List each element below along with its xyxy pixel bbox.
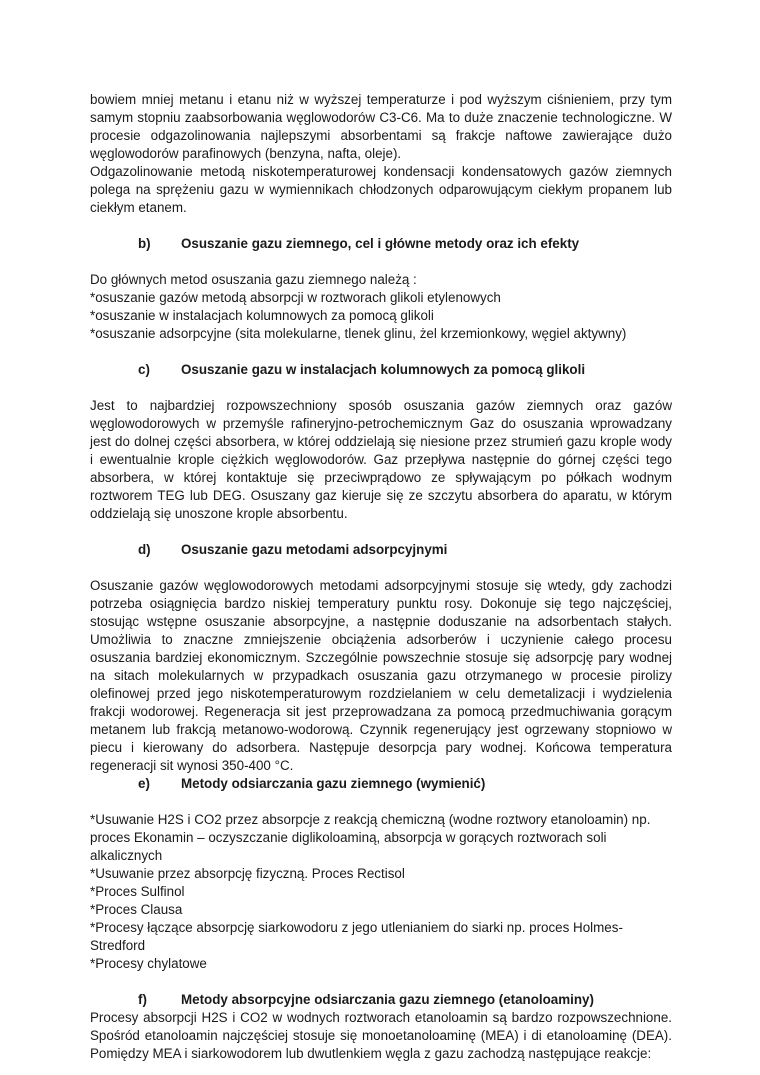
section-d-title: Osuszanie gazu metodami adsorpcyjnymi <box>181 542 448 557</box>
section-e-heading <box>90 775 672 793</box>
section-b-list-item: *osuszanie adsorpcyjne (sita molekularne, tlenek glinu, żel krzemionkowy, węgiel aktywny) <box>90 326 627 341</box>
document-page <box>90 91 672 1063</box>
section-f-title: Metody absorpcyjne odsiarczania gazu ziemnego (etanoloaminy) <box>181 992 594 1007</box>
section-f-heading <box>90 991 672 1009</box>
section-e-list-item: *Procesy łączące absorpcję siarkowodoru z jego utlenianiem do siarki np. proces Holmes-Stredford <box>90 920 623 953</box>
intro-paragraph-1: bowiem mniej metanu i etanu niż w wyższej temperaturze i pod wyższym ciśnieniem, przy tym samym stopniu zaabsorbowania węglowodorów C3-C6. Ma to duże znaczenie technologiczne. W procesie odgazolinowania najlepszymi absorbentami są frakcje naftowe zawierające dużo węglowodorów parafinowych (benzyna, nafta, oleje). <box>90 92 672 161</box>
section-d-heading <box>90 541 672 559</box>
section-b-list-item: *osuszanie w instalacjach kolumnowych za pomocą glikoli <box>90 308 434 323</box>
section-d-label: d) <box>138 542 151 557</box>
section-e-list-item: *Proces Clausa <box>90 902 183 917</box>
section-c-body: Jest to najbardziej rozpowszechniony sposób osuszania gazów ziemnych oraz gazów węglowodorowych w przemyśle rafineryjno-petrochemicznym Gaz do osuszania wprowadzany jest do dolnej części absorbera, w której oddzielają się niesione przez strumień gazu krople wody i ewentualnie krople ciężkich węglowodorów. Gaz przepływa następnie do górnej części tego absorbera, w której kontaktuje się przeciwprądowo ze spływającym po półkach wodnym roztworem TEG lub DEG. Osuszany gaz kieruje się ze szczytu absorbera do aparatu, w którym oddzielają się unoszone krople absorbentu. <box>90 398 672 521</box>
section-e-list-item: *Proces Sulfinol <box>90 884 185 899</box>
section-f-label: f) <box>138 992 147 1007</box>
section-b-heading <box>90 235 672 253</box>
section-b-label: b) <box>138 236 151 251</box>
section-b-intro: Do głównych metod osuszania gazu ziemnego należą : <box>90 272 417 287</box>
section-e-label: e) <box>138 776 150 791</box>
intro-paragraph-2: Odgazolinowanie metodą niskotemperaturowej kondensacji kondensatowych gazów ziemnych polega na sprężeniu gazu w wymiennikach chłodzonych odparowującym ciekłym propanem lub ciekłym etanem. <box>90 164 672 215</box>
section-c-title: Osuszanie gazu w instalacjach kolumnowych za pomocą glikoli <box>181 362 586 377</box>
section-c-heading <box>90 361 672 379</box>
section-f-body: Procesy absorpcji H2S i CO2 w wodnych roztworach etanoloamin są bardzo rozpowszechnione. Spośród etanoloamin najczęściej stosuje się monoetanoloaminę (MEA) i di etanoloaminę (DEA). Pomiędzy MEA i siarkowodorem lub dwutlenkiem węgla z gazu zachodzą następujące reakcje: <box>90 1010 672 1061</box>
section-b-title: Osuszanie gazu ziemnego, cel i główne metody oraz ich efekty <box>181 236 580 251</box>
section-e-title: Metody odsiarczania gazu ziemnego (wymienić) <box>181 776 486 791</box>
section-e-list-item: *Usuwanie H2S i CO2 przez absorpcje z reakcją chemiczną (wodne roztwory etanoloamin) np. proces Ekonamin – oczyszczanie diglikoloaminą, absorpcja w gorących roztworach soli alkalicznych <box>90 812 651 863</box>
section-d-body: Osuszanie gazów węglowodorowych metodami adsorpcyjnymi stosuje się wtedy, gdy zachodzi potrzeba osiągnięcia bardzo niskiej temperatury punktu rosy. Dokonuje się tego najczęściej, stosując wstępne osuszanie absorpcyjne, a następnie doduszanie na adsorbentach stałych. Umożliwia to znaczne zmniejszenie obciążenia adsorberów i uczynienie całego procesu osuszania bardziej ekonomicznym. Szczególnie powszechnie stosuje się adsorpcję pary wodnej na sitach molekularnych w przypadkach osuszania gazu otrzymanego w procesie pirolizy olefinowej przed jego niskotemperaturowym rozdzielaniem w celu demetalizacji i wydzielenia frakcji wodorowej. Regeneracja sit jest przeprowadzana za pomocą przedmuchiwania gorącym metanem lub frakcją metanowo-wodorową. Czynnik regenerujący jest ogrzewany stopniowo w piecu i kierowany do adsorbera. Następuje desorpcja pary wodnej. Końcowa temperatura regeneracji sit wynosi 350-400 °C. <box>90 578 672 773</box>
section-e-list-item: *Procesy chylatowe <box>90 956 207 971</box>
section-c-label: c) <box>138 362 150 377</box>
section-e-list-item: *Usuwanie przez absorpcję fizyczną. Proces Rectisol <box>90 866 405 881</box>
section-b-list-item: *osuszanie gazów metodą absorpcji w roztworach glikoli etylenowych <box>90 290 501 305</box>
